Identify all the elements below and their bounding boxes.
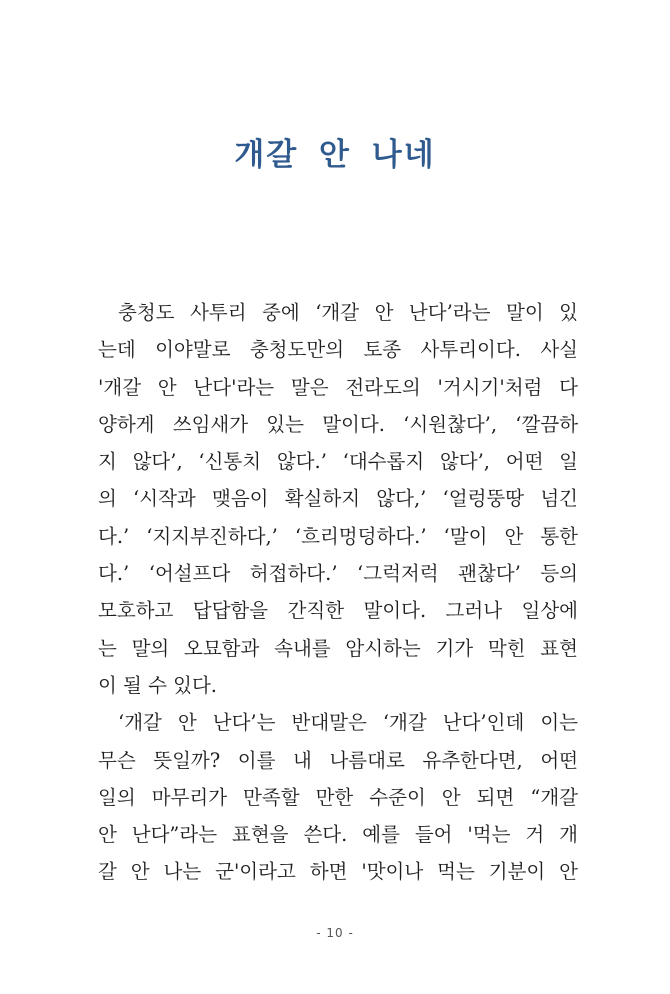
text-line: 의 ‘시작과 맺음이 확실하지 않다,’ ‘얼렁뚱땅 넘긴: [98, 487, 578, 511]
text-line: 안 난다”라는 표현을 쓴다. 예를 들어 '먹는 거 개: [98, 823, 578, 847]
text-line: 충청도 사투리 중에 ‘개갈 안 난다’라는 말이 있: [118, 301, 578, 324]
text-line: 모호하고 답답함을 간직한 말이다. 그러나 일상에: [98, 599, 578, 623]
text-line: 다.’ ‘지지부진하다,’ ‘흐리멍덩하다.’ ‘말이 안 통한: [98, 524, 578, 548]
paragraph: [98, 704, 578, 890]
text-line: '개갈 안 난다'라는 말은 전라도의 '거시기'처럼 다: [98, 375, 578, 399]
text-line: ‘개갈 안 난다’는 반대말은 ‘개갈 난다’인데 이는: [118, 711, 578, 735]
page-number: - 10 -: [316, 926, 354, 940]
text-line: 는데 이야말로 충청도만의 토종 사투리이다. 사실: [98, 338, 578, 362]
page-title: 개갈 안 나네: [234, 136, 436, 173]
text-line: 무슨 뜻일까? 이를 내 나름대로 유추한다면, 어떤: [98, 748, 578, 772]
body-text: [98, 294, 578, 891]
text-line: 일의 마무리가 만족할 만한 수준이 안 되면 “개갈: [98, 785, 578, 809]
text-line: 다.’ ‘어설프다 허접하다.’ ‘그럭저럭 괜찮다’ 등의: [98, 562, 578, 586]
text-line: 갈 안 나는 군'이라고 하면 '맛이나 먹는 기분이 안: [98, 860, 578, 884]
text-line: 지 않다’, ‘신통치 않다.’ ‘대수롭지 않다’, 어떤 일: [98, 450, 578, 474]
text-line: 양하게 쓰임새가 있는 말이다. ‘시원찮다’, ‘깔끔하: [98, 412, 578, 436]
paragraph: [98, 294, 578, 704]
text-line: 는 말의 오묘함과 속내를 암시하는 기가 막힌 표현: [98, 636, 578, 660]
text-line: 이 될 수 있다.: [98, 673, 217, 697]
